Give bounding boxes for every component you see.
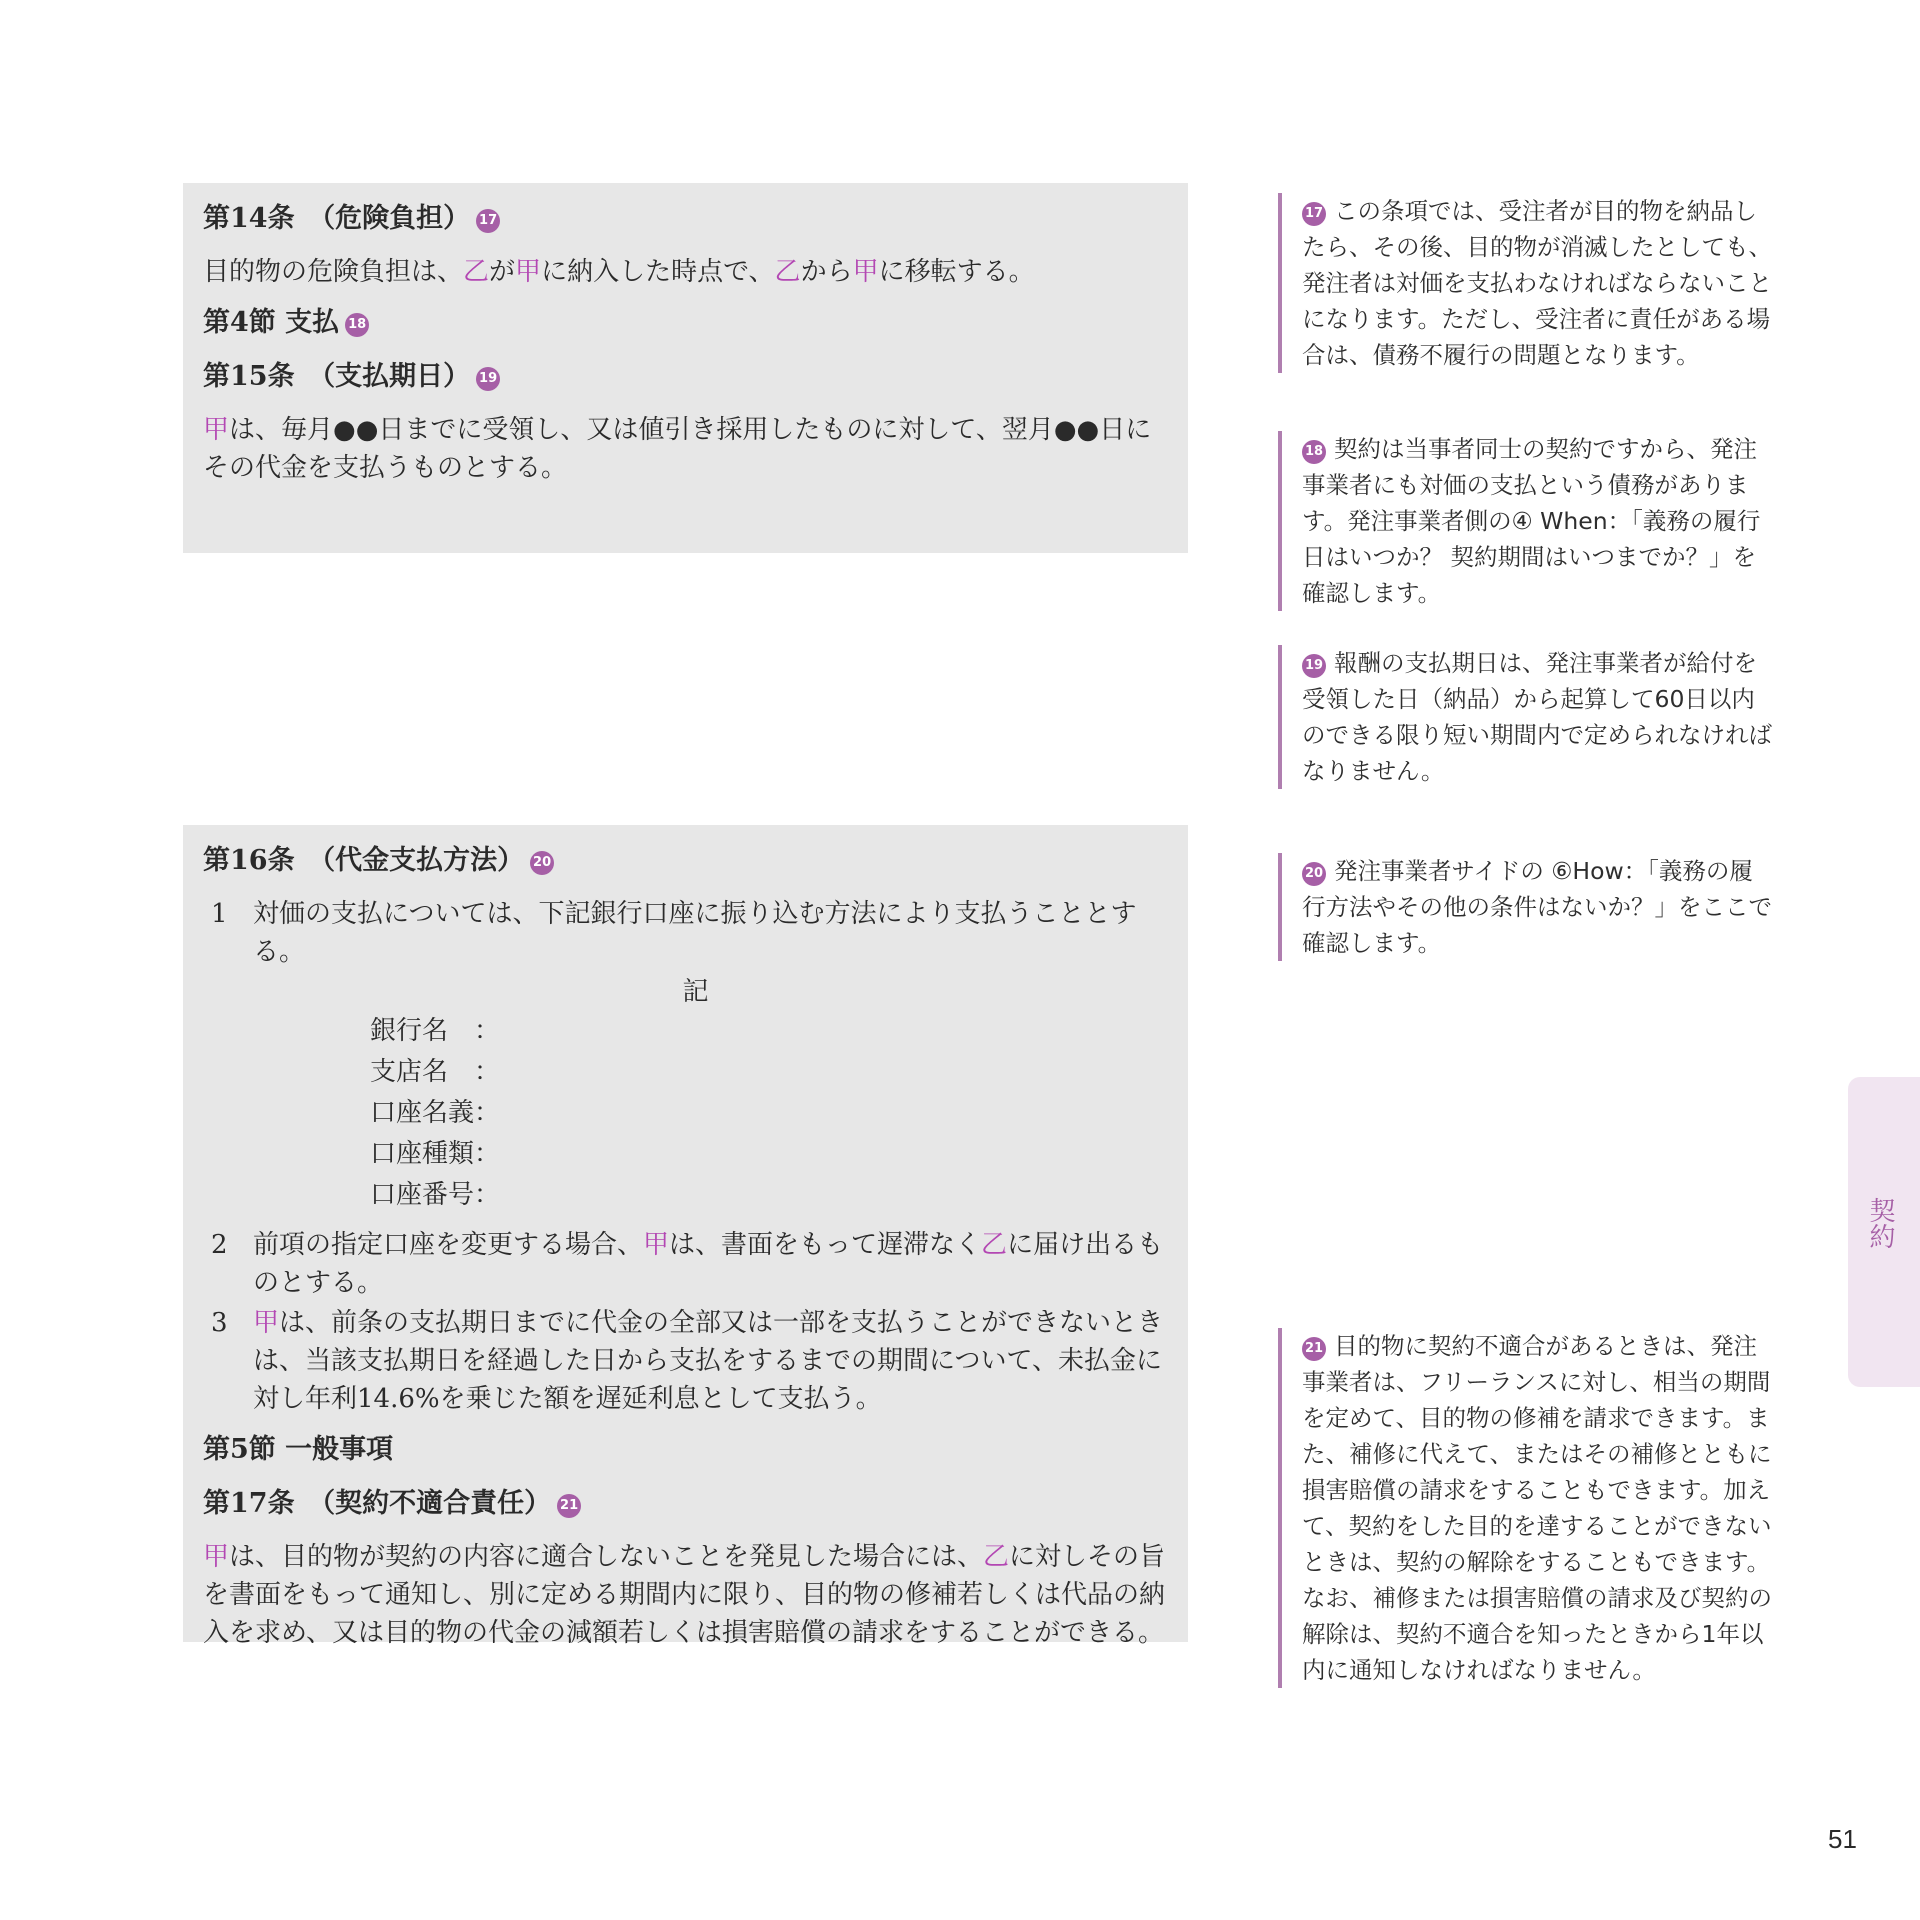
text-segment: から: [800, 257, 853, 287]
party-highlight: 乙: [983, 1542, 1010, 1572]
note-badge-19: 19: [476, 367, 500, 391]
ki-label: 記: [682, 977, 709, 1007]
note-badge: 19: [1302, 654, 1326, 678]
note-17: 17 この条項では、受注者が目的物を納品したら、その後、目的物が消滅したとしても、発注者は対価を支払わなければならないことになります。ただし、受注者に責任がある場合は、債務不履行の問題となります。: [1278, 193, 1772, 373]
bank-field: 銀行名 ：: [370, 1016, 501, 1046]
note-20: 20 発注事業者サイドの ⑥How：「義務の履行方法やその他の条件はないか？」をここで確認します。: [1278, 853, 1772, 961]
note-badge-18: 18: [345, 313, 369, 337]
party-highlight: 甲: [643, 1230, 670, 1260]
article-16-heading: 第16条 （代金支払方法） 20: [203, 841, 1168, 881]
text-segment: は、前条の支払期日までに代金の全部又は一部を支払うことができないときは、当該支払期日を経過した日から支払をするまでの期間について、未払金に対し年利14.6%を乗じた額を遅延利息として支払う。: [253, 1308, 1164, 1414]
bank-field: 口座種類：: [370, 1139, 501, 1169]
note-badge-17: 17: [476, 209, 500, 233]
text-segment: は、毎月●●日までに受領し、又は値引き採用したものに対して、翌月●●日にその代金を支払うものとする。: [203, 415, 1152, 483]
section-4-heading: 第4節 支払 18: [203, 303, 1168, 343]
note-badge: 17: [1302, 202, 1326, 226]
bank-field: 口座名義：: [370, 1098, 501, 1128]
note-21: 21 目的物に契約不適合があるときは、発注事業者は、フリーランスに対し、相当の期間を定めて、目的物の修補を請求できます。また、補修に代えて、またはその補修とともに損害賠償の請求をすることもできます。加えて、契約をした目的を達することができないときは、契約の解除をすることもできます。なお、補修または損害賠償の請求及び契約の解除は、契約不適合を知ったときから1年以内に通知しなければなりません。: [1278, 1328, 1772, 1688]
note-badge: 21: [1302, 1337, 1326, 1361]
section-5-heading: 第5節 一般事項: [203, 1434, 394, 1465]
party-highlight: 甲: [203, 1542, 230, 1572]
text-segment: 前項の指定口座を変更する場合、: [253, 1230, 644, 1260]
article-14-text: [203, 253, 1168, 291]
note-18: 18 契約は当事者同士の契約ですから、発注事業者にも対価の支払という債務があります。発注事業者側の④ When：「義務の履行日はいつか？ 契約期間はいつまでか？」を確認します。: [1278, 431, 1772, 611]
note-badge: 18: [1302, 440, 1326, 464]
bank-field: 口座番号：: [370, 1180, 501, 1210]
article-15-text: [203, 411, 1168, 487]
text-segment: に対しその旨を書面をもって通知し、別に定める期間内に限り、目的物の修補若しくは代品の納入を求め、又は目的物の代金の減額若しくは損害賠償の請求をすることができる。: [203, 1542, 1166, 1648]
contract-box-1: [183, 183, 1188, 553]
article-14-heading: 第14条 （危険負担） 17: [203, 199, 1168, 239]
article-17-heading: 第17条 （契約不適合責任） 21: [203, 1484, 1168, 1524]
note-badge: 20: [1302, 862, 1326, 886]
text-segment: に届け出るものとする。: [253, 1230, 1164, 1298]
party-highlight: 甲: [515, 257, 542, 287]
note-badge-21: 21: [557, 1494, 581, 1518]
bank-field: 支店名 ：: [370, 1057, 501, 1087]
text-segment: に納入した時点で、: [541, 257, 775, 287]
article-17-text: [203, 1538, 1168, 1652]
note-badge-20: 20: [530, 851, 554, 875]
article-16-item-3: 3 甲は、前条の支払期日までに代金の全部又は一部を支払うことができないときは、当該支払期日を経過した日から支払をするまでの期間について、未払金に対し年利14.6%を乗じた額を遅延利息として支払う。: [211, 1308, 1164, 1414]
party-highlight: 乙: [463, 257, 490, 287]
bank-fields: [370, 1011, 1168, 1216]
party-highlight: 甲: [253, 1308, 280, 1338]
chapter-tab-label: 契約: [1865, 1197, 1895, 1249]
party-highlight: 甲: [852, 257, 879, 287]
text-segment: が: [489, 257, 516, 287]
party-highlight: 乙: [774, 257, 801, 287]
article-15-heading: 第15条 （支払期日） 19: [203, 357, 1168, 397]
article-16-item-1: 1 対価の支払については、下記銀行口座に振り込む方法により支払うこととする。: [211, 899, 1137, 967]
note-19: 19 報酬の支払期日は、発注事業者が給付を受領した日（納品）から起算して60日以内のできる限り短い期間内で定められなければなりません。: [1278, 645, 1772, 789]
contract-box-2: [183, 825, 1188, 1648]
party-highlight: 甲: [203, 415, 230, 445]
article-16-item-2: 2 前項の指定口座を変更する場合、甲は、書面をもって遅滞なく乙に届け出るものとする。: [211, 1230, 1164, 1298]
page-number: 51: [1828, 1824, 1857, 1854]
text-segment: は、目的物が契約の内容に適合しないことを発見した場合には、: [229, 1542, 984, 1572]
text-segment: 目的物の危険負担は、: [203, 257, 464, 287]
text-segment: は、書面をもって遅滞なく: [669, 1230, 982, 1260]
chapter-tab[interactable]: [1848, 1077, 1920, 1387]
text-segment: に移転する。: [878, 257, 1035, 287]
party-highlight: 乙: [981, 1230, 1008, 1260]
